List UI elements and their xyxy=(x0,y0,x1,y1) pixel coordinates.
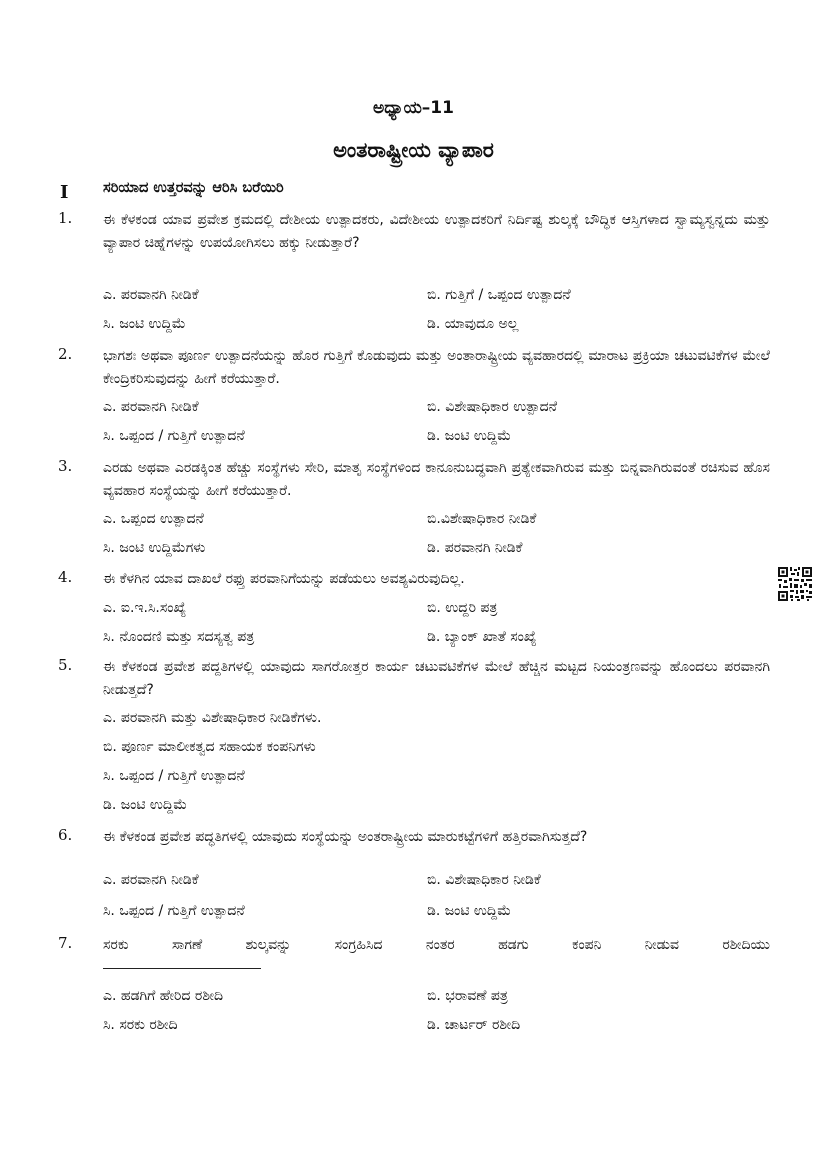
question-text: ಈ ಕೆಳಕಂಡ ಯಾವ ಪ್ರವೇಶ ಕ್ರಮದಲ್ಲಿ ದೇಶೀಯ ಉತ್ಪಾದಕರು, ವಿದೇಶೀಯ ಉತ್ಪಾದಕರಿಗೆ ನಿರ್ದಿಷ್ಟ ಶುಲ್ಕಕ್ಕೆ ಬೌದ್ಧಿಕ ಆಸ್ತಿಗಳಾದ ಸ್ವಾಮ್ಯಸ್ವನ್ನದು ಮತ್ತು ವ್ಯಾಪಾರ ಚಿಹ್ನೆಗಳನ್ನು ಉಪಯೋಗಿಸಲು ಹಕ್ಕು ನೀಡುತ್ತಾರೆ? xyxy=(103,212,770,251)
option-b: ಬಿ. ವಿಶೇಷಾಧಿಕಾರ ಉತ್ಪಾದನೆ xyxy=(427,399,557,415)
option-c: ಸಿ. ಒಪ್ಪಂದ / ಗುತ್ತಿಗೆ ಉತ್ಪಾದನೆ xyxy=(103,428,245,444)
option-c: ಸಿ. ನೊಂದಣಿ ಮತ್ತು ಸದಸ್ಯತ್ವ ಪತ್ರ xyxy=(103,629,255,645)
question-3 xyxy=(58,457,770,503)
answer-blank-line xyxy=(103,968,261,969)
option-a: ಎ. ಒಪ್ಪಂದ ಉತ್ಪಾದನೆ xyxy=(103,511,204,527)
question-4 xyxy=(58,568,770,591)
option-b: ಬಿ.ವಿಶೇಷಾಧಿಕಾರ ನೀಡಿಕೆ xyxy=(427,511,537,527)
question-text: ಭಾಗಶಃ ಅಥವಾ ಪೂರ್ಣ ಉತ್ಪಾದನೆಯನ್ನು ಹೊರ ಗುತ್ತಿಗೆ ಕೊಡುವುದು ಮತ್ತು ಅಂತಾರಾಷ್ಟ್ರೀಯ ವ್ಯವಹಾರದಲ್ಲಿ ಮಾರಾಟ ಪ್ರಕ್ರಿಯಾ ಚಟುವಟಿಕೆಗಳ ಮೇಲೆ ಕೇಂದ್ರಿಕರಿಸುವುದನ್ನು ಹೀಗೆ ಕರೆಯುತ್ತಾರೆ. xyxy=(103,348,770,387)
option-b: ಬಿ. ಭರಾವಣೆ ಪತ್ರ xyxy=(427,988,508,1004)
option-b: ಬಿ. ಗುತ್ತಿಗೆ / ಒಪ್ಪಂದ ಉತ್ಪಾದನೆ xyxy=(427,287,571,303)
question-2 xyxy=(58,345,770,391)
option-d: ಡಿ. ಜಂಟಿ ಉದ್ದಿಮೆ xyxy=(103,797,188,813)
option-b: ಬಿ. ವಿಶೇಷಾಧಿಕಾರ ನೀಡಿಕೆ xyxy=(427,872,541,888)
chapter-title: ಅಂತರಾಷ್ಟ್ರೀಯ ವ್ಯಾಪಾರ xyxy=(333,138,494,162)
question-number: 4. xyxy=(58,568,73,586)
option-a: ಎ. ಪರವಾನಗಿ ನೀಡಿಕೆ xyxy=(103,872,199,888)
question-5 xyxy=(58,656,770,702)
question-text: ಈ ಕೆಳಕಂಡ ಪ್ರವೇಶ ಪದ್ದತಿಗಳಲ್ಲಿ ಯಾವುದು ಸಾಗರೋತ್ತರ ಕಾರ್ಯ ಚಟುವಟಿಕೆಗಳ ಮೇಲೆ ಹೆಚ್ಚಿನ ಮಟ್ಟದ ನಿಯಂತ್ರಣವನ್ನು ಹೊಂದಲು ಪರವಾನಗಿ ನೀಡುತ್ತದೆ? xyxy=(103,659,770,698)
option-c: ಸಿ. ಜಂಟಿ ಉದ್ದಿಮೆಗಳು xyxy=(103,540,206,556)
option-d: ಡಿ. ಪರವಾನಗಿ ನೀಡಿಕೆ xyxy=(427,540,523,556)
option-c: ಸಿ. ಸರಕು ರಶೀದಿ xyxy=(103,1017,178,1033)
question-text: ಈ ಕೆಳಗಿನ ಯಾವ ದಾಖಲೆ ರಫ್ತು ಪರವಾನಿಗೆಯನ್ನು ಪಡೆಯಲು ಅವಶ್ಯವಿರುವುದಿಲ್ಲ. xyxy=(103,571,465,587)
option-b: ಬಿ. ಉದ್ದರಿ ಪತ್ರ xyxy=(427,600,498,616)
option-d: ಡಿ. ಯಾವುದೂ ಅಲ್ಲ xyxy=(427,316,519,332)
question-text: ಈ ಕೆಳಕಂಡ ಪ್ರವೇಶ ಪದ್ಧತಿಗಳಲ್ಲಿ ಯಾವುದು ಸಂಸ್ಥೆಯನ್ನು ಅಂತರಾಷ್ಟ್ರೀಯ ಮಾರುಕಟ್ಟೆಗಳಿಗೆ ಹತ್ತಿರವಾಗಿಸುತ್ತದೆ? xyxy=(103,829,588,845)
option-c: ಸಿ. ಜಂಟಿ ಉದ್ದಿಮೆ xyxy=(103,316,186,332)
section-number: I xyxy=(60,182,69,203)
option-d: ಡಿ. ಜಂಟಿ ಉದ್ದಿಮೆ xyxy=(427,903,512,919)
option-d: ಡಿ. ಬ್ಯಾಂಕ್ ಖಾತೆ ಸಂಖ್ಯೆ xyxy=(427,629,537,645)
question-6 xyxy=(58,826,770,849)
option-a: ಎ. ಪರವಾನಗಿ ಮತ್ತು ವಿಶೇಷಾಧಿಕಾರ ನೀಡಿಕೆಗಳು. xyxy=(103,710,322,726)
question-7 xyxy=(58,934,770,957)
option-b: ಬಿ. ಪೂರ್ಣ ಮಾಲೀಕತ್ವದ ಸಹಾಯಕ ಕಂಪನಿಗಳು xyxy=(103,739,316,755)
option-a: ಎ. ಪರವಾನಗಿ ನೀಡಿಕೆ xyxy=(103,287,199,303)
qr-code-icon[interactable] xyxy=(777,566,813,602)
section-instruction: ಸರಿಯಾದ ಉತ್ತರವನ್ನು ಆರಿಸಿ ಬರೆಯಿರಿ xyxy=(103,180,284,196)
option-a: ಎ. ಹಡಗಿಗೆ ಹೇರಿದ ರಶೀದಿ xyxy=(103,988,224,1004)
question-number: 1. xyxy=(58,209,73,227)
option-d: ಡಿ. ಚಾರ್ಟರ್ ರಶೀದಿ xyxy=(427,1017,521,1033)
option-a: ಎ. ಪರವಾನಗಿ ನೀಡಿಕೆ xyxy=(103,399,199,415)
question-number: 2. xyxy=(58,345,73,363)
question-1 xyxy=(58,209,770,255)
question-number: 5. xyxy=(58,656,73,674)
question-number: 6. xyxy=(58,826,73,844)
chapter-number: ಅಧ್ಯಾಯ–11 xyxy=(373,98,454,118)
question-number: 7. xyxy=(58,934,73,952)
option-a: ಎ. ಐ.ಇ.ಸಿ.ಸಂಖ್ಯೆ xyxy=(103,600,187,616)
question-number: 3. xyxy=(58,457,73,475)
option-c: ಸಿ. ಒಪ್ಪಂದ / ಗುತ್ತಿಗೆ ಉತ್ಪಾದನೆ xyxy=(103,903,245,919)
question-text: ಎರಡು ಅಥವಾ ಎರಡಕ್ಕಿಂತ ಹೆಚ್ಚು ಸಂಸ್ಥೆಗಳು ಸೇರಿ, ಮಾತೃ ಸಂಸ್ಥೆಗಳಿಂದ ಕಾನೂನುಬದ್ಧವಾಗಿ ಪ್ರತ್ಯೇಕವಾಗಿರುವ ಮತ್ತು ಬಿನ್ನವಾಗಿರುವಂತೆ ರಚಿಸುವ ಹೊಸ ವ್ಯವಹಾರ ಸಂಸ್ಥೆಯನ್ನು ಹೀಗೆ ಕರೆಯುತ್ತಾರೆ. xyxy=(103,460,770,499)
option-c: ಸಿ. ಒಪ್ಪಂದ / ಗುತ್ತಿಗೆ ಉತ್ಪಾದನೆ xyxy=(103,768,245,784)
option-d: ಡಿ. ಜಂಟಿ ಉದ್ದಿಮೆ xyxy=(427,428,512,444)
question-text: ಸರಕು ಸಾಗಣೆ ಶುಲ್ಕವನ್ನು ಸಂಗ್ರಹಿಸಿದ ನಂತರ ಹಡಗು ಕಂಪನಿ ನೀಡುವ ರಶೀದಿಯು xyxy=(103,937,770,953)
